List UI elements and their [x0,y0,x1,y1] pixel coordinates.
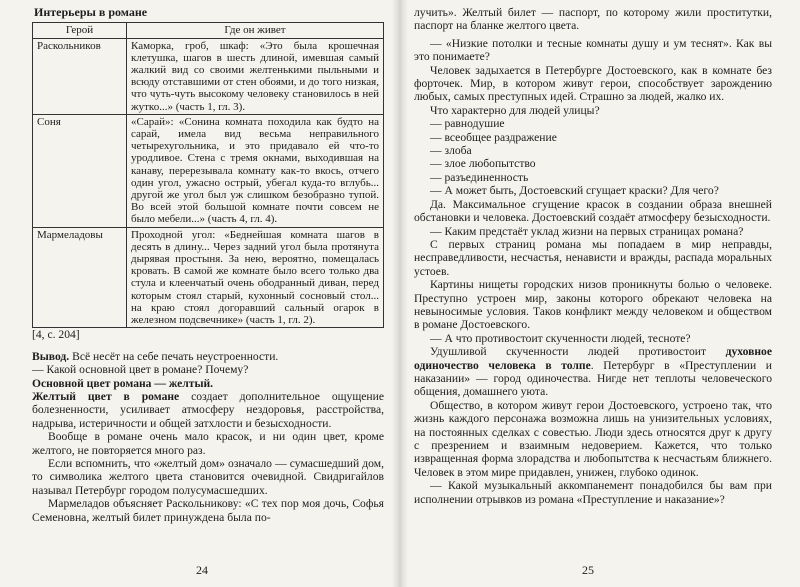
question: — Какой музыкальный аккомпанемент понадобился бы вам при исполнении отрывков из романа «Преступление и наказание»? [414,479,772,506]
hero-name: Соня [33,114,127,227]
conclusion [32,350,384,363]
loneliness-paragraph: Удушливой скученности людей противостоит духовное одиночество человека в толпе. Петербург в «Преступлении и наказании» — город одиночества. Нигде нет теплоты человеческого общения, домашнего уюта. [414,345,772,399]
list-item: — злое любопытство [430,157,536,171]
hero-dwelling: Каморка, гроб, шкаф: «Это была крошечная клетушка, шагов в шесть длиной, имевшая самый жалкий вид со своими желтенькими пыльными и всюду отставшими от стен обоями, и до того низкая, что чуть-чуть высокому человеку становилось в ней жутко...» (часть 1, гл. 3). [127,38,384,114]
list-item: — злоба [430,144,472,158]
paragraph: Человек задыхается в Петербурге Достоевского, как в комнате без форточек. Мир, в котором живут герои, способствует зарождению любых, самых преступных идей. Страшно за людей, жалко их. [414,63,772,104]
paragraph: С первых страниц романа мы попадаем в мир неправды, несправедливости, несчастья, ненависти и вражды, распада моральных устоев. [414,237,772,278]
marmeladov-paragraph: Мармеладов объясняет Раскольникову: «С тех пор моя дочь, Софья Семеновна, желтый билет принуждена была по- [32,497,384,524]
table-row [33,114,384,227]
paragraph: Картины нищеты городских низов проникнуты болью о человеке. Преступно устроен мир, законы которого обрекают человека на невыносимые условия. Таков конфликт между человеком и обществом в романе Достоевского. [414,278,772,332]
page-number-left: 24 [196,563,208,577]
table-reference: [4, с. 204] [32,328,80,342]
yellow-paragraph [32,390,384,430]
table-row [33,227,384,328]
hero-dwelling: «Сарай»: «Сонина комната походила как будто на сарай, имела вид весьма неправильного четырехугольника, и это придавало ей что-то уродливое. Стена с тремя окнами, выходившая на канаву, перерезывала комнату как-то вкось, отчего один угол, ужасно острый, убегал куда-то вглубь... другой же угол был уж слишком безобразно тупой. Во всей этой большой комнате почти совсем не было мебели...» (часть 4, гл. 4). [127,114,384,227]
table-row [33,38,384,114]
question: — А может быть, Достоевский сгущает краски? Для чего? [430,184,719,198]
few-colors-paragraph: Вообще в романе очень мало красок, и ни один цвет, кроме желтого, не повторяется много раз. [32,430,384,457]
right-page [414,6,772,506]
yellow-house-paragraph: Если вспомнить, что «желтый дом» означало — сумасшедший дом, то символика желтого цвета становится очевидной. Свидригайлов называл Петербург городом полусумасшедших. [32,456,384,497]
header-hero: Герой [33,23,127,38]
list-item: — равнодушие [430,117,505,131]
table-title: Интерьеры в романе [34,5,148,19]
question: — «Низкие потолки и тесные комнаты душу и ум теснят». Как вы это понимаете? [414,36,772,64]
paragraph: Да. Максимальное сгущение красок в создании образа внешней обстановки и человека. Достоевский создаёт атмосферу безысходности. [414,197,772,225]
conclusion-text: Всё несёт на себе печать неустроенности. [72,349,279,363]
loneliness-bold: духовное одиночество человека в толпе [414,345,772,372]
yellow-bold: Желтый цвет в романе [32,389,180,403]
header-where: Где он живет [127,23,384,38]
page-number-right: 25 [582,563,594,577]
hero-name: Раскольников [33,38,127,114]
conclusion-label: Вывод. [32,349,70,363]
question-color: — Какой основной цвет в романе? Почему? [32,363,249,377]
answer-color: Основной цвет романа — желтый. [32,376,214,390]
list-item: — всеобщее раздражение [430,130,557,144]
left-page [32,6,384,524]
hero-dwelling: Проходной угол: «Беднейшая комната шагов в десять в длину... Через задний угол была протянута дырявая простыня. За нею, вероятно, помещалась кровать. В самой же комнате было всего только два стула и клеенчатый очень ободранный диван, перед которым стоял старый, кухонный сосновый стол... на краю стоял догоравший сальный огарок в железном подсвечнике» (часть 1, гл. 2). [127,227,384,328]
paragraph: Общество, в котором живут герои Достоевского, устроено так, что жизнь каждого персонажа возможна лишь на унизительных условиях, на постоянных сделках с совестью. Люди здесь относятся друг к другу с презрением и взаимным недоверием. Кажется, что только извращенная форма злорадства и любопытства к несчастьям ближнего. Человек в этом мире придавлен, унижен, глубоко одинок. [414,398,772,479]
book-gutter [392,0,408,587]
question: — А что противостоит скученности людей, тесноте? [430,331,691,345]
yellow-rest: создает дополнительное ощущение болезненности, усиливает атмосферу нездоровья, расстройства, надрыва, истеричности и общей затхлости и безысходности. [32,389,384,430]
hero-name: Мармеладовы [33,227,127,328]
paragraph: лучить». Желтый билет — паспорт, по которому жили проститутки, паспорт на бланке желтого цвета. [414,6,772,33]
interiors-table [32,22,384,328]
table-header-row [33,23,384,38]
list-item: — разъединенность [430,170,529,184]
question: — Каким предстаёт уклад жизни на первых страницах романа? [430,224,744,238]
question: Что характерно для людей улицы? [430,103,600,117]
